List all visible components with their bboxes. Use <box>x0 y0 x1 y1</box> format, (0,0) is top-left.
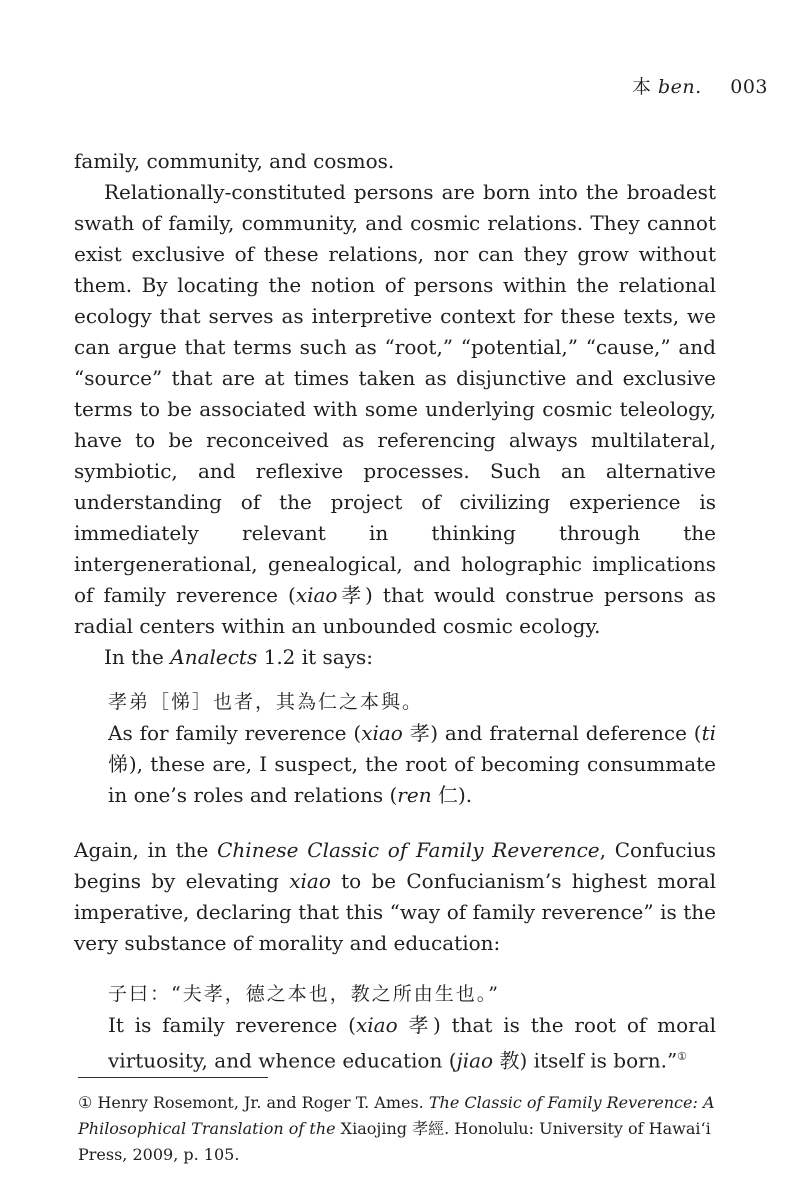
quote-1-xiao: xiao <box>361 721 403 745</box>
quote-2-translation <box>108 1010 716 1077</box>
quote-2-c: ) itself is born.” <box>519 1048 678 1073</box>
quote-1-ren-cn: 仁 <box>437 783 458 807</box>
book-title-analects: Analects <box>170 645 258 669</box>
running-head-title <box>632 76 708 98</box>
quote-2-xiao-cn: 孝 <box>408 1013 433 1037</box>
quote-1-chinese: 孝弟［悌］也者，其為仁之本與。 <box>108 691 424 713</box>
footnote-publication: Xiaojing 孝經. Honolulu: University of Hawai‘i Press, 2009, p. 105. <box>78 1119 711 1164</box>
quote-1-b: ) and fraternal deference ( <box>430 721 702 745</box>
paragraph-1: family, community, and cosmos. <box>74 149 395 173</box>
footnote-reference[interactable]: ① <box>677 1050 688 1063</box>
quote-1-ti: ti <box>701 721 717 745</box>
quote-1-ren: ren <box>397 783 432 807</box>
main-text <box>74 146 716 1077</box>
block-quote-1 <box>108 687 716 811</box>
footnote-book-title: The Classic of Family Reverence: A Philosophical Translation of the <box>78 1093 715 1138</box>
paragraph-4-c: to be Confucianism’s highest moral imperative, declaring that this “way of family reverence” is the very substance of morality and education: <box>74 869 716 955</box>
quote-2-b: ) that is the root of moral virtuosity, and whence education ( <box>108 1013 717 1073</box>
running-head-pinyin: ben. <box>658 76 702 98</box>
term-xiao: xiao <box>295 583 338 607</box>
quote-2-chinese: 子曰：“夫孝，德之本也，教之所由生也。” <box>108 983 500 1005</box>
quote-2-jiao-cn: 教 <box>499 1048 520 1073</box>
term-xiao-cn: 孝 <box>337 583 365 607</box>
quote-2-a: It is family reverence ( <box>108 1013 356 1037</box>
quote-2-jiao: jiao <box>456 1048 494 1073</box>
paragraph-2 <box>74 177 716 642</box>
quote-1-d: ). <box>457 783 473 807</box>
paragraph-3-start: In the <box>104 645 171 669</box>
quote-1-ti-cn: 悌 <box>108 752 129 776</box>
paragraph-4-xiao: xiao <box>289 869 331 893</box>
running-head-chinese: 本 <box>631 76 652 98</box>
book-title-classic: Chinese Classic of Family Reverence <box>217 838 600 862</box>
paragraph-3-end: 1.2 it says: <box>257 645 374 669</box>
paragraph-3 <box>74 642 716 673</box>
quote-1-translation <box>108 718 716 811</box>
footnote-authors: Henry Rosemont, Jr. and Roger T. Ames. <box>97 1093 429 1112</box>
paragraph-4-a: Again, in the <box>74 838 218 862</box>
block-quote-2 <box>108 979 716 1077</box>
quote-1-xiao-cn: 孝 <box>409 721 431 745</box>
running-head <box>632 72 768 99</box>
paragraph-2-text: Relationally-constituted persons are born into the broadest swath of family, community, and cosmic relations. They cannot exist exclusive of these relations, nor can they grow without them. By locating the notion of persons within the relational ecology that serves as interpretive context for these texts, we can argue that terms such as “root,” “potential,” “cause,” and “source” that are at times taken as disjunctive and exclusive terms to be associated with some underlying cosmic teleology, have to be reconceived as referencing always multilateral, symbiotic, and reflexive processes. Such an alternative understanding of the project of civilizing experience is immediately relevant in thinking through the intergenerational, genealogical, and holographic implications of family reverence ( <box>74 180 716 607</box>
footnote-rule <box>78 1077 268 1078</box>
quote-1-a: As for family reverence ( <box>108 721 362 745</box>
quote-1-c: ), these are, I suspect, the root of becoming consummate in one’s roles and relations ( <box>108 752 716 807</box>
paragraph-2-end: ) that would construe persons as radial centers within an unbounded cosmic ecology. <box>74 583 717 638</box>
paragraph-4-b: , Confucius begins by elevating <box>74 838 716 893</box>
footnote-marker: ① <box>78 1093 93 1112</box>
paragraph-4 <box>74 835 716 959</box>
footnote <box>78 1090 718 1168</box>
page-number: 003 <box>730 76 768 98</box>
quote-2-xiao: xiao <box>355 1013 398 1037</box>
